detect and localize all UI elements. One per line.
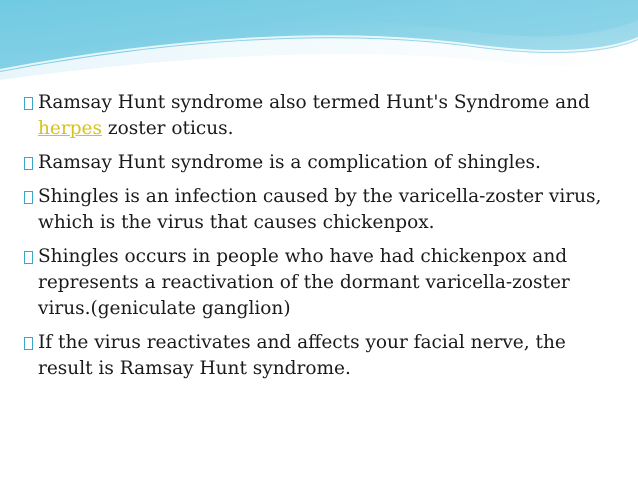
- bullet-text: If the virus reactivates and affects your facial nerve, the result is Ramsay Hunt syndrome.: [38, 332, 566, 379]
- bullet-marker-icon: [24, 191, 33, 204]
- bullet-item: [24, 184, 620, 236]
- bullet-item: [24, 90, 620, 142]
- bullet-marker-icon: [24, 251, 33, 264]
- bullet-marker-icon: [24, 157, 33, 170]
- bullet-list: [24, 90, 620, 390]
- bullet-item: [24, 244, 620, 322]
- bullet-text: Ramsay Hunt syndrome also termed Hunt's Syndrome and: [38, 92, 590, 113]
- bullet-item: [24, 330, 620, 382]
- herpes-link[interactable]: herpes: [38, 118, 102, 139]
- bullet-text-tail: zoster oticus.: [102, 118, 234, 139]
- bullet-text: Ramsay Hunt syndrome is a complication of shingles.: [38, 152, 541, 173]
- bullet-text: Shingles is an infection caused by the varicella-zoster virus, which is the virus that causes chickenpox.: [38, 186, 602, 233]
- bullet-marker-icon: [24, 337, 33, 350]
- bullet-text: Shingles occurs in people who have had chickenpox and represents a reactivation of the dormant varicella-zoster virus.(geniculate ganglion): [38, 246, 570, 319]
- bullet-item: [24, 150, 620, 176]
- bullet-marker-icon: [24, 97, 33, 110]
- header-wave-decoration: [0, 0, 638, 80]
